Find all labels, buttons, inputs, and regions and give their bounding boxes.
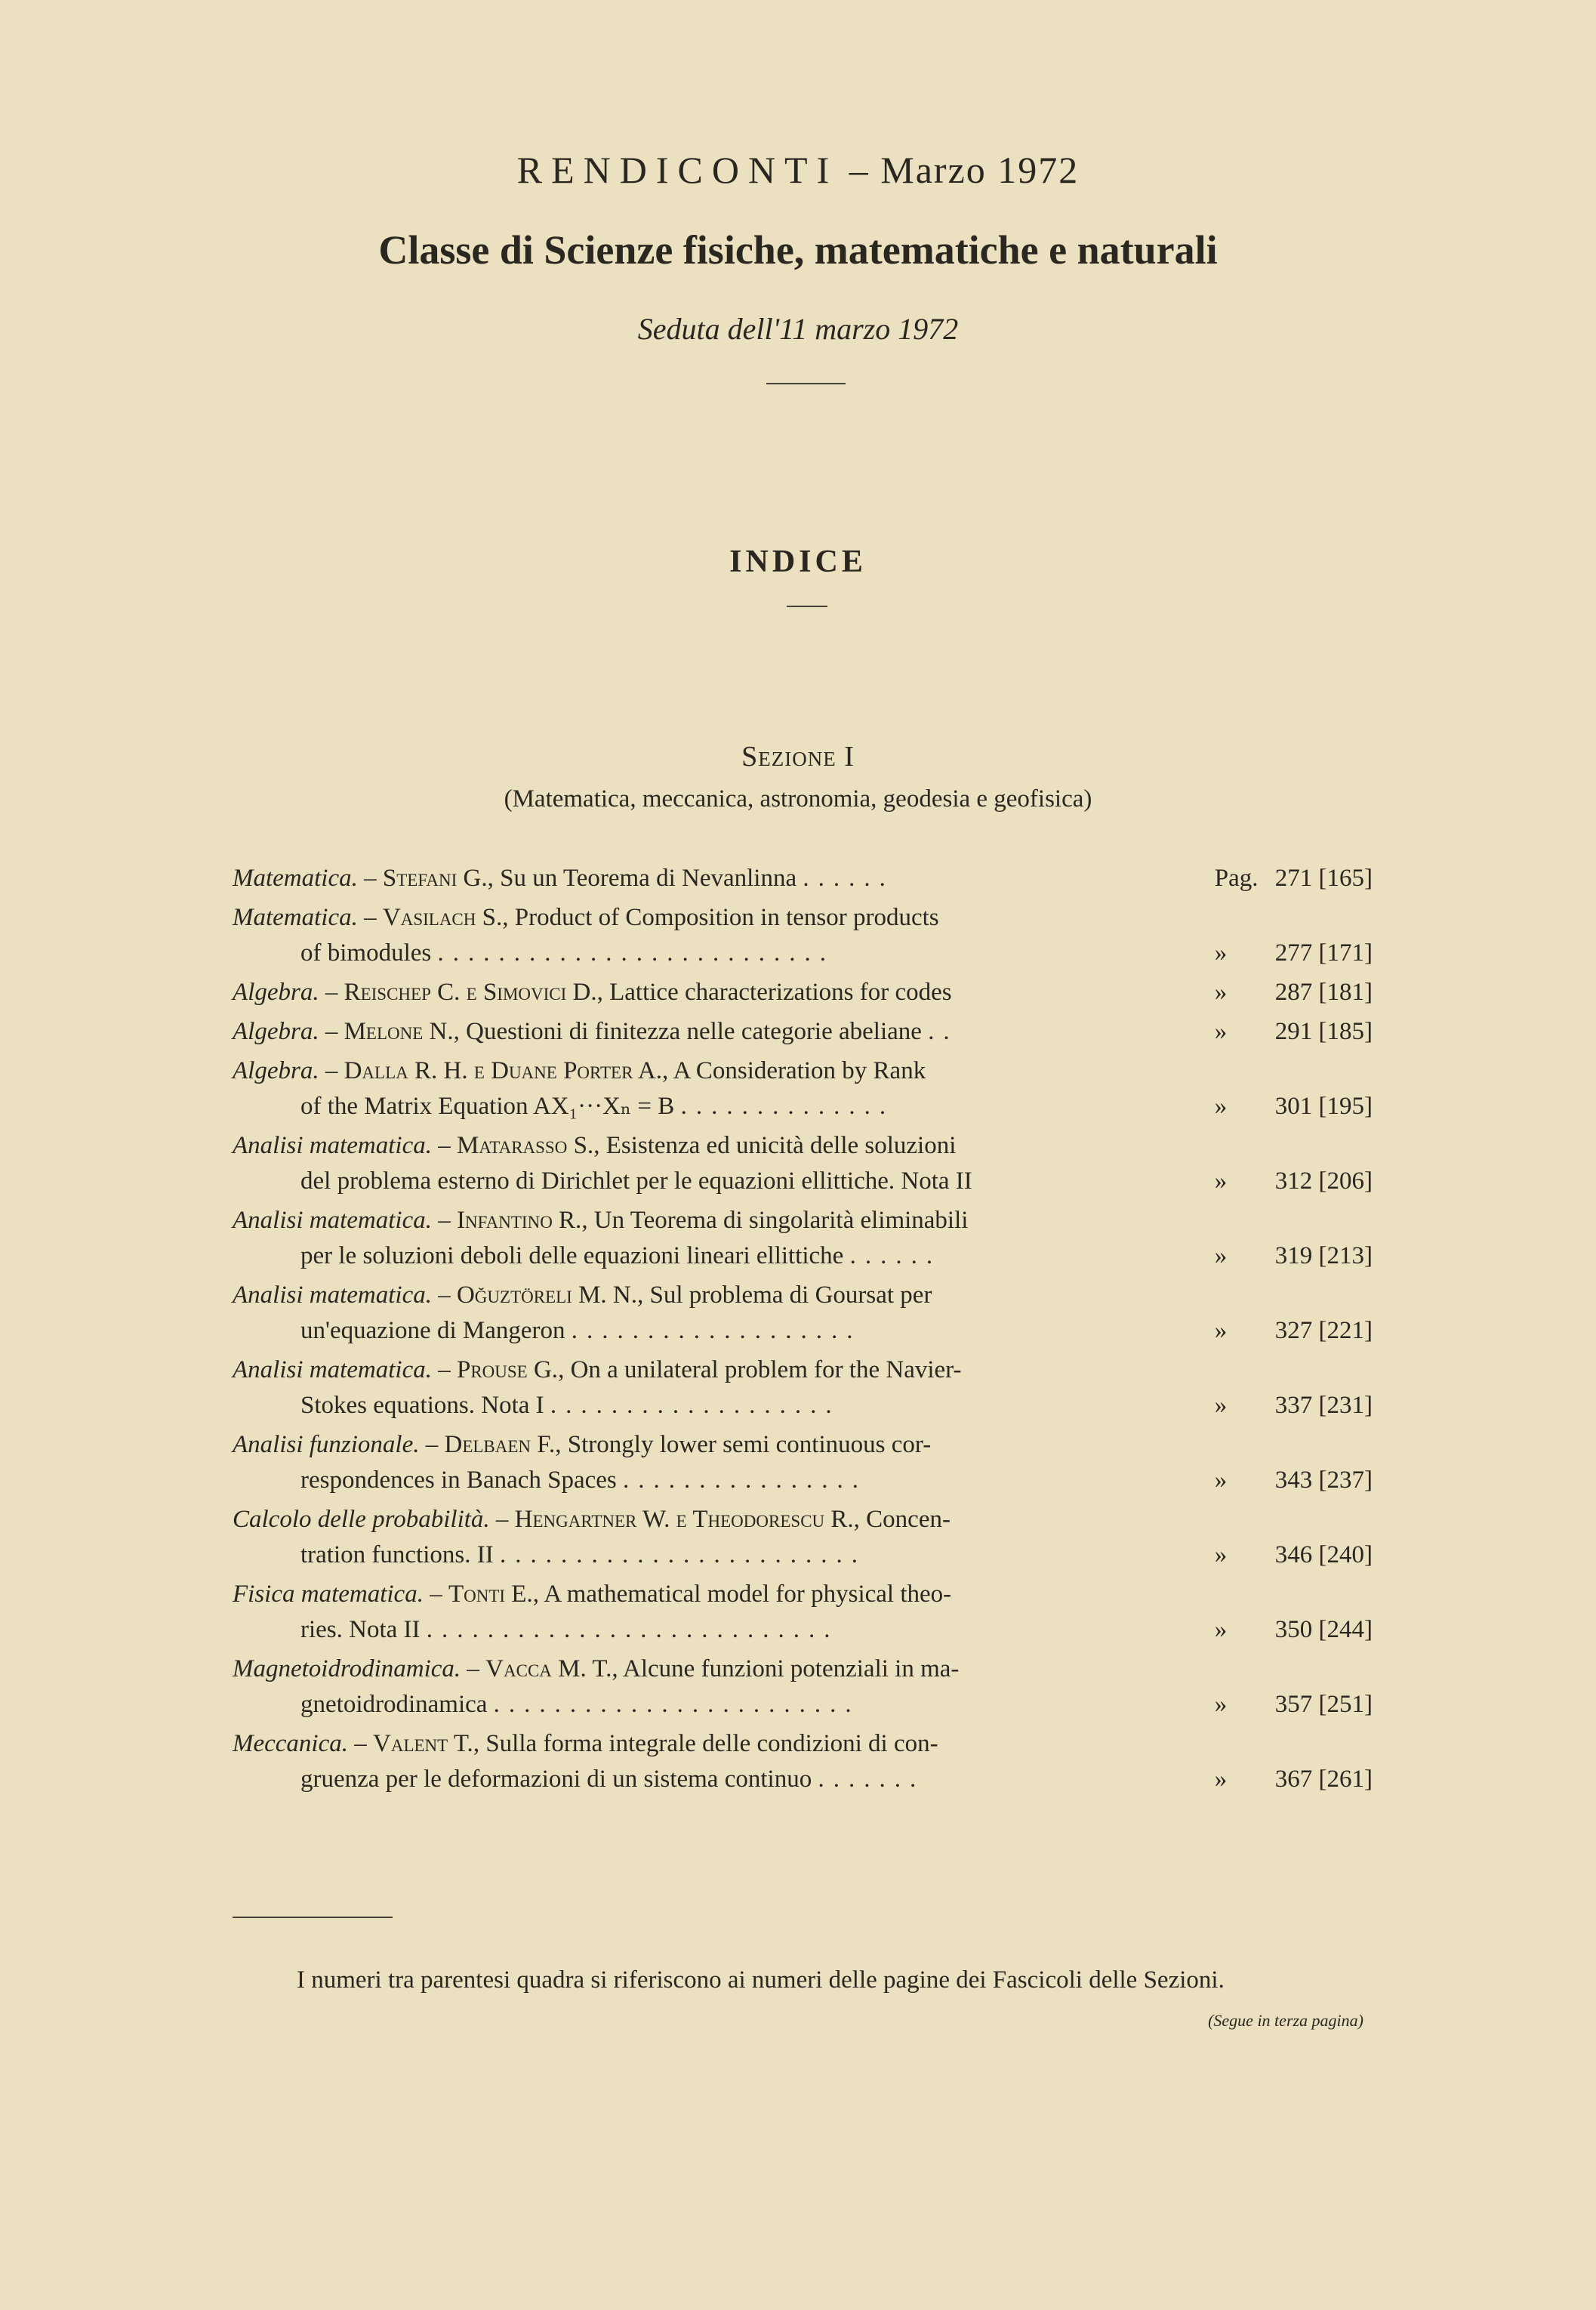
class-title: Classe di Scienze fisiche, matematiche e naturali [378, 227, 1218, 273]
toc-entry [233, 1014, 1373, 1050]
toc-entry [233, 1278, 1373, 1349]
page-number: 319 [1274, 1242, 1313, 1269]
leader-dots: ........................ [493, 1691, 861, 1718]
entry-page-ref [1172, 1014, 1373, 1050]
page-number: 367 [1274, 1766, 1313, 1793]
page-marker: » [1214, 979, 1228, 1006]
page-marker: » [1214, 1541, 1228, 1568]
entry-text: Matematica. – Stefani G., Su un Teorema di Nevanlinna ...... [233, 865, 895, 892]
entry-text: Matematica. – Vasilach S., Product of Composition in tensor products of bimodules .......................... [233, 904, 939, 967]
entry-text: Analisi matematica. – Matarasso S., Esistenza ed unicità delle soluzioni del problema esterno di Dirichlet per le equazioni ellittiche. Nota II [233, 1132, 972, 1195]
entry-category: Algebra. [233, 979, 319, 1006]
fascicle-page: [195] [1318, 1093, 1373, 1120]
entry-authors: Hengartner W. e Theodorescu R. [514, 1506, 854, 1533]
journal-name: RENDICONTI [516, 149, 839, 191]
entry-page-ref [1172, 861, 1373, 896]
entry-page-ref [1172, 936, 1373, 971]
entry-authors: Matarasso S. [456, 1132, 594, 1159]
entry-authors: Delbaen F. [444, 1431, 556, 1458]
page-marker: » [1214, 1616, 1228, 1643]
page-number: 291 [1274, 1018, 1313, 1045]
journal-header [0, 148, 1596, 192]
entry-category: Analisi matematica. [233, 1132, 432, 1159]
entry-category: Magnetoidrodinamica. [233, 1655, 461, 1682]
entry-text: Algebra. – Melone N., Questioni di finitezza nelle categorie abeliane .. [233, 1018, 959, 1045]
entry-category: Algebra. [233, 1057, 319, 1084]
toc-entry [233, 1053, 1373, 1124]
entry-authors: Infantino R. [456, 1207, 582, 1234]
footnote-divider [233, 1917, 393, 1918]
leader-dots: ...... [803, 865, 895, 892]
entry-category: Meccanica. [233, 1730, 348, 1757]
page-number: 357 [1274, 1691, 1313, 1718]
entry-authors: Oğuztöreli M. N. [456, 1281, 638, 1309]
entry-title: Su un Teorema di Nevanlinna [500, 865, 797, 892]
entry-text: Meccanica. – Valent T., Sulla forma integrale delle condizioni di con- gruenza per le deformazioni di un sistema continuo ....... [233, 1730, 938, 1793]
entry-category: Fisica matematica. [233, 1581, 424, 1608]
header-dash: – [838, 149, 881, 191]
page-number: 337 [1274, 1392, 1313, 1419]
toc-entry [233, 1352, 1373, 1423]
entry-page-ref [1172, 1164, 1373, 1199]
page-number: 271 [1274, 865, 1313, 892]
page-number: 343 [1274, 1466, 1313, 1494]
entry-title-continued: gruenza per le deformazioni di un sistema continuo [300, 1766, 812, 1793]
entry-title: Concen- [866, 1506, 951, 1533]
entry-title: Lattice characterizations for codes [609, 979, 952, 1006]
index-title: INDICE [729, 544, 867, 579]
fascicle-page: [181] [1318, 979, 1373, 1006]
entry-title-continued: tration functions. II [300, 1541, 494, 1568]
index-divider [787, 606, 827, 607]
page-number: 327 [1274, 1317, 1313, 1344]
entry-title: Questioni di finitezza nelle categorie abeliane [466, 1018, 922, 1045]
page-marker: » [1214, 1466, 1228, 1494]
session-date: Seduta dell'11 marzo 1972 [637, 312, 959, 346]
entry-page-ref [1172, 1313, 1373, 1349]
entry-page-ref [1172, 1612, 1373, 1648]
entry-page-ref [1172, 975, 1373, 1010]
page-number: 301 [1274, 1093, 1313, 1120]
fascicle-page: [165] [1318, 865, 1373, 892]
page-number: 350 [1274, 1616, 1313, 1643]
leader-dots: .......................... [437, 939, 835, 967]
entry-title: Esistenza ed unicità delle soluzioni [605, 1132, 957, 1159]
toc-entry [233, 1652, 1373, 1722]
fascicle-page: [171] [1318, 939, 1373, 967]
toc-entry [233, 1203, 1373, 1274]
toc-entry [233, 975, 1373, 1010]
entry-title: Product of Composition in tensor products [514, 904, 939, 931]
entry-title-continued: per le soluzioni deboli delle equazioni lineari ellittiche [300, 1242, 844, 1269]
entry-page-ref [1172, 1537, 1373, 1573]
page-number: 312 [1274, 1167, 1313, 1195]
entry-title: Sul problema di Goursat per [649, 1281, 932, 1309]
entry-category: Analisi funzionale. [233, 1431, 420, 1458]
entry-category: Matematica. [233, 904, 358, 931]
toc-entry [233, 1128, 1373, 1199]
entry-authors: Reischep C. e Simovici D. [344, 979, 597, 1006]
page-marker: Pag. [1214, 865, 1259, 892]
entry-authors: Stefani G. [382, 865, 488, 892]
entry-authors: Tonti E. [448, 1581, 533, 1608]
section-title: Sezione I [741, 741, 855, 773]
entry-title: A mathematical model for physical theo- [544, 1581, 952, 1608]
entry-authors: Vasilach S. [382, 904, 503, 931]
continued-note: (Segue in terza pagina) [1208, 2011, 1363, 2030]
leader-dots: ........................... [426, 1616, 840, 1643]
toc-entry [233, 1502, 1373, 1573]
entry-page-ref [1172, 1463, 1373, 1498]
leader-dots: .............. [680, 1093, 895, 1120]
leader-dots: ....... [818, 1766, 926, 1793]
page-number: 346 [1274, 1541, 1313, 1568]
page-number: 287 [1274, 979, 1313, 1006]
toc-entry [233, 1726, 1373, 1797]
leader-dots: ........................ [499, 1541, 867, 1568]
page-marker: » [1214, 939, 1228, 967]
toc-entry [233, 900, 1373, 971]
fascicle-page: [244] [1318, 1616, 1373, 1643]
entry-title-continued: del problema esterno di Dirichlet per le equazioni ellittiche. Nota II [300, 1167, 972, 1195]
entry-text: Fisica matematica. – Tonti E., A mathematical model for physical theo- ries. Nota II ........................... [233, 1581, 952, 1643]
entry-text: Magnetoidrodinamica. – Vacca M. T., Alcune funzioni potenziali in ma- gnetoidrodinamica ........................ [233, 1655, 960, 1718]
page-marker: » [1214, 1242, 1228, 1269]
fascicle-page: [231] [1318, 1392, 1373, 1419]
toc-entry [233, 861, 1373, 896]
fascicle-page: [206] [1318, 1167, 1373, 1195]
entry-title: Sulla forma integrale delle condizioni di con- [485, 1730, 938, 1757]
entry-title-continued: respondences in Banach Spaces [300, 1466, 617, 1494]
entry-authors: Valent T. [373, 1730, 473, 1757]
toc-entry [233, 1427, 1373, 1498]
entry-category: Analisi matematica. [233, 1207, 432, 1234]
fascicle-page: [213] [1318, 1242, 1373, 1269]
page-marker: » [1214, 1093, 1228, 1120]
header-divider [766, 383, 846, 384]
entry-category: Analisi matematica. [233, 1281, 432, 1309]
table-of-contents [233, 861, 1373, 1801]
leader-dots: .. [928, 1018, 959, 1045]
leader-dots: ................... [571, 1317, 862, 1344]
entry-title-continued: ries. Nota II [300, 1616, 421, 1643]
leader-dots: ...... [849, 1242, 942, 1269]
page-marker: » [1214, 1392, 1228, 1419]
entry-title: A Consideration by Rank [673, 1057, 926, 1084]
entry-title: Alcune funzioni potenziali in ma- [623, 1655, 960, 1682]
footnote: I numeri tra parentesi quadra si riferiscono ai numeri delle pagine dei Fascicoli delle Sezioni. [297, 1966, 1225, 1994]
entry-text: Algebra. – Dalla R. H. e Duane Porter A., A Consideration by Rank of the Matrix Equation AX₁···Xₙ = B .............. [233, 1057, 926, 1120]
entry-title: Un Teorema di singolarità eliminabili [593, 1207, 969, 1234]
entry-category: Algebra. [233, 1018, 319, 1045]
page-marker: » [1214, 1691, 1228, 1718]
entry-title: On a unilateral problem for the Navier- [570, 1356, 962, 1383]
leader-dots: ................ [623, 1466, 868, 1494]
entry-category: Analisi matematica. [233, 1356, 432, 1383]
fascicle-page: [240] [1318, 1541, 1373, 1568]
entry-title-continued: un'equazione di Mangeron [300, 1317, 565, 1344]
entry-authors: Prouse G. [456, 1356, 559, 1383]
entry-text: Calcolo delle probabilità. – Hengartner W. e Theodorescu R., Concen- tration functions. II ........................ [233, 1506, 951, 1568]
page-marker: » [1214, 1167, 1228, 1195]
section-subtitle: (Matematica, meccanica, astronomia, geodesia e geofisica) [504, 785, 1092, 813]
entry-text: Analisi funzionale. – Delbaen F., Strongly lower semi continuous cor- respondences in Banach Spaces ................ [233, 1431, 932, 1494]
entry-authors: Dalla R. H. e Duane Porter A. [344, 1057, 662, 1084]
entry-page-ref [1172, 1238, 1373, 1274]
entry-text: Algebra. – Reischep C. e Simovici D., Lattice characterizations for codes [233, 979, 952, 1006]
page-marker: » [1214, 1317, 1228, 1344]
entry-authors: Vacca M. T. [485, 1655, 612, 1682]
entry-text: Analisi matematica. – Infantino R., Un Teorema di singolarità eliminabili per le soluzioni deboli delle equazioni lineari ellittiche ...... [233, 1207, 969, 1269]
entry-title-continued: gnetoidrodinamica [300, 1691, 488, 1718]
toc-entry [233, 1577, 1373, 1648]
fascicle-page: [237] [1318, 1466, 1373, 1494]
entry-category: Calcolo delle probabilità. [233, 1506, 490, 1533]
entry-page-ref [1172, 1762, 1373, 1797]
entry-text: Analisi matematica. – Prouse G., On a unilateral problem for the Navier- Stokes equations. Nota I ................... [233, 1356, 962, 1419]
entry-page-ref [1172, 1089, 1373, 1124]
entry-page-ref [1172, 1388, 1373, 1423]
entry-title-continued: of bimodules [300, 939, 432, 967]
entry-title-continued: of the Matrix Equation AX₁···Xₙ = B [300, 1093, 675, 1120]
entry-title-continued: Stokes equations. Nota I [300, 1392, 544, 1419]
entry-title: Strongly lower semi continuous cor- [567, 1431, 932, 1458]
leader-dots: ................... [550, 1392, 841, 1419]
fascicle-page: [221] [1318, 1317, 1373, 1344]
fascicle-page: [185] [1318, 1018, 1373, 1045]
entry-authors: Melone N. [344, 1018, 454, 1045]
fascicle-page: [251] [1318, 1691, 1373, 1718]
issue-date: Marzo 1972 [880, 149, 1080, 191]
entry-category: Matematica. [233, 865, 358, 892]
entry-page-ref [1172, 1687, 1373, 1722]
page-number: 277 [1274, 939, 1313, 967]
page-marker: » [1214, 1018, 1228, 1045]
entry-text: Analisi matematica. – Oğuztöreli M. N., Sul problema di Goursat per un'equazione di Mangeron ................... [233, 1281, 932, 1344]
page-marker: » [1214, 1766, 1228, 1793]
fascicle-page: [261] [1318, 1766, 1373, 1793]
